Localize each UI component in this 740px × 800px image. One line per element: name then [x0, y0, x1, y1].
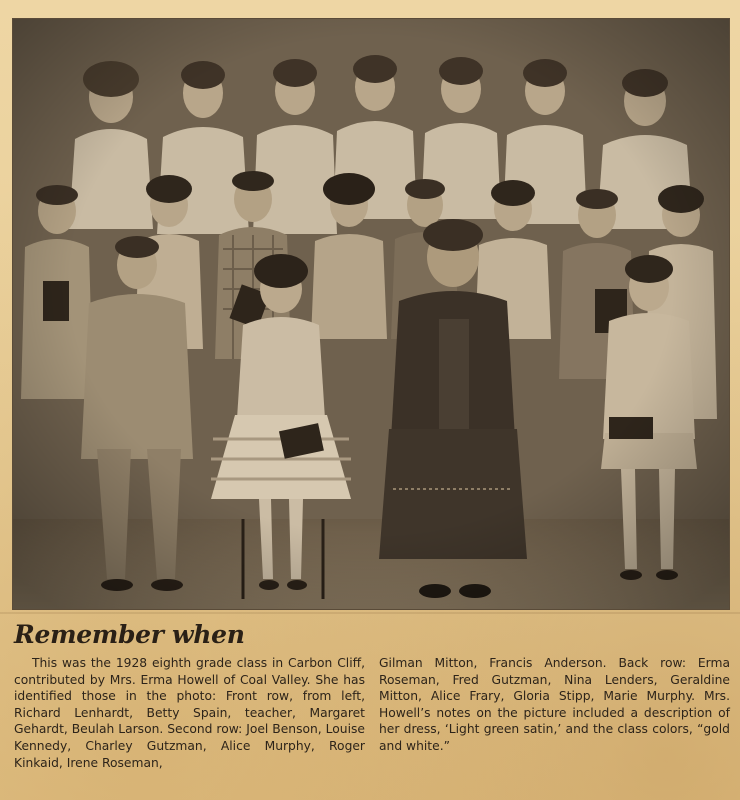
class-photograph-image	[13, 19, 729, 609]
caption-column-1: This was the 1928 eighth grade class in Carbon Cliff, contributed by Mrs. Erma Howell of Coal Valley. She has identified those in the photo: Front row, from left, Richard Lenhardt, Betty Spain, teacher, Margaret Gehardt, Beulah Larson. Second row: Joel Benson, Louise Kennedy, Charley Gutzman, Alice Murphy, Roger Kinkaid, Irene Roseman,	[14, 656, 365, 770]
paper-fold	[0, 612, 740, 614]
class-photograph	[12, 18, 730, 610]
headline: Remember when	[14, 620, 245, 649]
photo-caption	[14, 655, 730, 771]
caption-column-2: Gilman Mitton, Francis Anderson. Back row: Erma Roseman, Fred Gutzman, Nina Lenders, Geraldine Mitton, Alice Frary, Gloria Stipp, Marie Murphy. Mrs. Howell’s notes on the picture included a description of her dress, ‘Light green satin,’ and the class colors, “gold and white.”	[379, 656, 730, 753]
